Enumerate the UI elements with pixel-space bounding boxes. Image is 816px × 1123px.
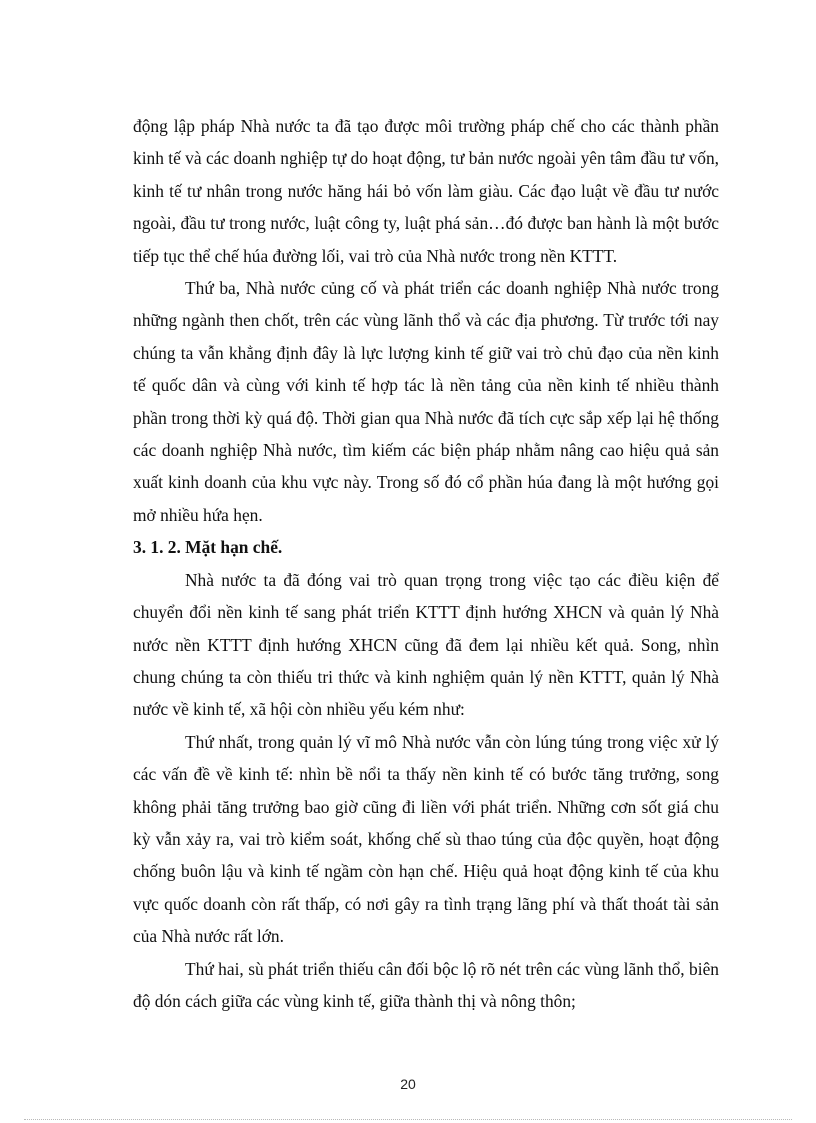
paragraph-thu-ba: Thứ ba, Nhà nước củng cố và phát triển các doanh nghiệp Nhà nước trong những ngành then chốt, trên các vùng lãnh thổ và các địa phương. Từ trước tới nay chúng ta vẫn khẳng định đây là lực lượng kinh tế giữ vai trò chủ đạo của nền kinh tế quốc dân và cùng với kinh tế hợp tác là nền tảng của nền kinh tế nhiều thành phần trong thời kỳ quá độ. Thời gian qua Nhà nước đã tích cực sắp xếp lại hệ thống các doanh nghiệp Nhà nước, tìm kiếm các biện pháp nhằm nâng cao hiệu quả sản xuất kinh doanh của khu vực này. Trong số đó cổ phần húa đang là một hướng gọi mở nhiều hứa hẹn. (133, 278, 719, 525)
footer-divider (24, 1119, 792, 1120)
section-heading: 3. 1. 2. Mặt hạn chế. (133, 537, 283, 558)
paragraph-continuation: động lập pháp Nhà nước ta đã tạo được môi trường pháp chế cho các thành phần kinh tế và các doanh nghiệp tự do hoạt động, tư bản nước ngoài yên tâm đầu tư vốn, kinh tế tư nhân trong nước hăng hái bỏ vốn làm giàu. Các đạo luật về đầu tư nước ngoài, đầu tư trong nước, luật công ty, luật phá sản…đó được ban hành là một bước tiếp tục thể chế húa đường lối, vai trò của Nhà nước trong nền KTTT. (133, 116, 719, 266)
document-body (133, 110, 719, 1017)
page-number: 20 (400, 1076, 416, 1092)
paragraph-intro-limitations: Nhà nước ta đã đóng vai trò quan trọng trong việc tạo các điều kiện để chuyển đổi nền kinh tế sang phát triển KTTT định hướng XHCN và quản lý Nhà nước nền KTTT định hướng XHCN cũng đã đem lại nhiều kết quả. Song, nhìn chung chúng ta còn thiếu tri thức và kinh nghiệm quản lý nền KTTT, quản lý Nhà nước về kinh tế, xã hội còn nhiều yếu kém như: (133, 569, 719, 720)
paragraph-thu-nhat: Thứ nhất, trong quản lý vĩ mô Nhà nước vẫn còn lúng túng trong việc xử lý các vấn đề về kinh tế: nhìn bề nổi ta thấy nền kinh tế có bước tăng trưởng, song không phải tăng trưởng bao giờ cũng đi liền với phát triển. Những cơn sốt giá chu kỳ vẫn xảy ra, vai trò kiểm soát, khống chế sù thao túng của độc quyền, hoạt động chống buôn lậu và kinh tế ngầm còn hạn chế. Hiệu quả hoạt động kinh tế của khu vực quốc doanh còn rất thấp, có nơi gây ra tình trạng lãng phí và thất thoát tài sản của Nhà nước rất lớn. (133, 731, 719, 947)
paragraph-thu-hai: Thứ hai, sù phát triển thiếu cân đối bộc lộ rõ nét trên các vùng lãnh thổ, biên độ dón cách giữa các vùng kinh tế, giữa thành thị và nông thôn; (133, 958, 719, 1011)
